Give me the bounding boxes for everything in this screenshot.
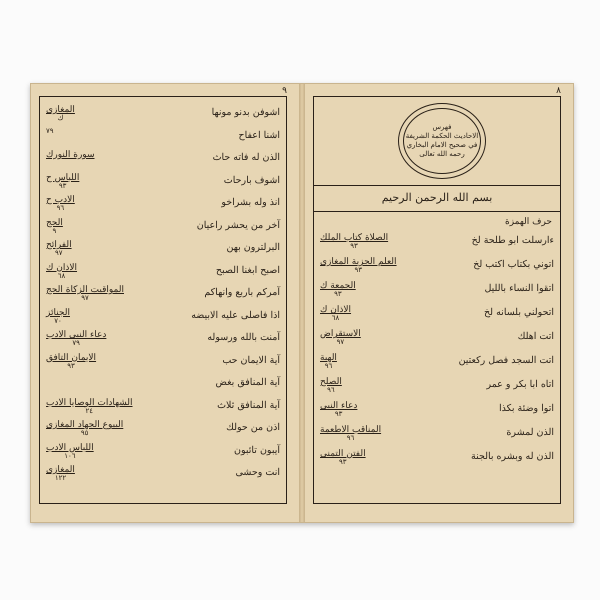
entry-text: آمنت بالله ورسوله: [207, 332, 280, 343]
index-entry: [44, 443, 282, 461]
entry-number: ٩٣: [350, 242, 358, 250]
entry-number: ٩٣: [339, 458, 347, 466]
entry-number: ١٢٢: [54, 474, 67, 482]
basmala: بسم الله الرحمن الرحيم: [381, 191, 493, 204]
entry-number: ٩٧: [81, 294, 89, 302]
entry-reference: سورة النورك: [46, 150, 95, 160]
entry-reference: الادب ح ٩٦: [46, 195, 75, 212]
index-entry: [318, 377, 556, 395]
entry-reference: الايمان التافق ٩٣: [46, 352, 97, 370]
index-entry: [44, 128, 282, 146]
index-entry: [44, 218, 282, 236]
index-entry: [318, 353, 556, 371]
entry-reference: المغازى ١٢٢: [46, 465, 75, 482]
medallion-line: رحمه الله تعالى: [419, 150, 465, 158]
entry-text: اشنا اعفاح: [238, 129, 280, 141]
medallion-text: [403, 108, 481, 174]
entry-reference: الجنائز ٧٠: [46, 307, 70, 325]
entry-number: ٩٦: [346, 434, 355, 442]
entry-text: آية الايمان حب: [222, 354, 280, 366]
entry-text: اتت السجد فصل ركعتين: [458, 355, 554, 366]
page-number: ٩: [282, 86, 287, 96]
index-entry: [44, 240, 282, 258]
index-entry: [318, 281, 556, 299]
entry-number: ٧٠: [54, 316, 62, 325]
entry-text: الذن له وبشره بالجنة: [471, 451, 554, 462]
entry-number: ٩٧: [55, 249, 63, 257]
index-entry: [318, 305, 556, 323]
page-number: ٨: [556, 86, 561, 96]
entry-number: ٧٩: [46, 126, 54, 135]
entry-text: اتوني بكتاب اكتب لخ: [473, 259, 554, 270]
medallion-line: في صحيح الامام البخاري: [406, 141, 478, 149]
page-frame: [39, 96, 287, 504]
entry-number: ٩٦: [327, 386, 335, 394]
entry-text: آمركم باربع وانهاكم: [204, 287, 280, 298]
entry-number: ٩٦: [324, 362, 333, 370]
divider: [314, 185, 560, 186]
index-entry: [318, 401, 556, 419]
index-entry: [44, 195, 282, 213]
entry-reference: الفتن التمنى ٩٣: [320, 449, 366, 466]
entry-reference: الاذان ك ٦٨: [46, 262, 78, 280]
entry-number: ٩٥: [80, 429, 89, 437]
index-entry: [44, 398, 282, 416]
entry-reference: الهبة ٩٦: [320, 353, 337, 370]
entry-reference: الجمعة ك ٩٣: [320, 281, 356, 298]
entry-text: اذا فاصلى عليه الابيضه: [191, 309, 280, 321]
entry-number: ٧٩: [72, 339, 80, 347]
entry-number: ك: [57, 114, 64, 122]
entry-text: اتقوا النساء بالليل: [484, 283, 554, 294]
entry-number: ٩٧: [336, 338, 345, 346]
entry-reference: الاستقراض ٩٧: [320, 329, 361, 346]
entry-text: انذ وله بشراخو: [221, 197, 280, 208]
index-entry: [44, 353, 282, 371]
section-title: حرف الهمزة: [505, 217, 552, 227]
entry-text: آية المنافق بغض: [215, 377, 280, 388]
entry-number: ٩٣: [58, 181, 67, 190]
entry-number: ٢٤: [85, 406, 94, 415]
index-entry: [318, 329, 556, 347]
entry-reference: اللباس الادب ١٠٦: [46, 442, 94, 460]
index-entry: [44, 150, 282, 168]
entry-reference: البيوع الجهاد المغازى ٩٥: [46, 420, 124, 437]
entry-text: اذن من حولك: [226, 422, 280, 433]
entry-number: ٩٣: [67, 361, 75, 370]
entry-text: انت وحشى: [235, 467, 280, 478]
divider: [314, 211, 560, 212]
entry-text: اتوا وضئة بكذا: [498, 403, 554, 414]
index-entry: [44, 465, 282, 483]
entry-text: آية المنافق ثلاث: [217, 399, 280, 411]
entry-text: ءارسلت ابو طلحة لخ: [471, 235, 554, 246]
index-entry: [318, 233, 556, 251]
entry-reference: دعاء النبي ٩٣: [320, 401, 358, 418]
entry-text: آخر من يحشر راعيان: [196, 219, 280, 231]
left-page: [31, 84, 299, 522]
entry-number: ٦٨: [57, 271, 66, 280]
entry-text: اصبح ابغنا الصبح: [215, 264, 280, 276]
entry-text: اتت اهلك: [517, 331, 554, 342]
entry-reference: دعاء النبي الادب ٧٩: [46, 330, 107, 347]
right-page: [305, 84, 573, 522]
entry-text: آيبون تائبون: [234, 444, 280, 456]
page-frame: [313, 96, 561, 504]
entry-reference: الشهادات الوصايا الادب ٢٤: [46, 397, 133, 415]
index-entry: [318, 257, 556, 275]
index-entry: [44, 420, 282, 438]
medallion-line: الاحاديث الحكمة الشريفة: [405, 132, 479, 140]
entry-text: اشوف بارحات: [223, 174, 280, 186]
index-entry: [44, 330, 282, 348]
entry-reference: الاذان ك ٦٨: [320, 305, 352, 322]
entry-text: اتحولني بلسانه لخ: [484, 307, 554, 318]
book-spread: [30, 83, 574, 523]
entry-number: ٩٣: [334, 290, 342, 298]
index-entry: [44, 263, 282, 281]
index-entry: [44, 308, 282, 326]
entry-number: ٩٦: [56, 204, 65, 212]
title-medallion: [398, 103, 486, 179]
entry-reference: الصلح ٩٦: [320, 377, 342, 394]
entry-text: اشوفن بدنو مونها: [211, 107, 280, 118]
entry-reference: المغازى ك: [46, 105, 75, 122]
index-entry: [44, 105, 282, 123]
entry-reference: الفرائح ٩٧: [46, 240, 72, 257]
entry-reference: اللباس ح ٩٣: [46, 172, 80, 190]
index-entry: [44, 285, 282, 303]
entry-reference: المناقب الاطعمة ٩٦: [320, 425, 382, 442]
index-entry: [318, 449, 556, 467]
index-entry: [44, 173, 282, 191]
entry-number: ٩٣: [354, 266, 363, 274]
entry-reference: العلم الجزية المغازى ٩٣: [320, 257, 397, 274]
entry-reference: المواقيت الزكاة الحج ٩٧: [46, 285, 124, 302]
entry-number: ٩٣: [334, 410, 343, 418]
entry-text: البرلترون بهن: [226, 242, 280, 253]
entry-number: ٩: [52, 226, 57, 235]
index-entry: [44, 375, 282, 393]
entry-text: الذن له فاته حاث: [212, 152, 280, 163]
index-entry: [318, 425, 556, 443]
entry-reference: الحج ٩: [46, 217, 63, 235]
medallion-line: فهرس: [432, 123, 452, 131]
entry-number: ٦٨: [331, 314, 340, 322]
entry-number: ١٠٦: [64, 451, 76, 460]
entry-reference: [46, 128, 54, 135]
entry-text: اتاه ابا بكر و عمر: [486, 379, 554, 390]
entry-reference: الصلاة كتاب الملك ٩٣: [320, 233, 389, 250]
entry-text: الذن لمشرة: [506, 427, 554, 438]
